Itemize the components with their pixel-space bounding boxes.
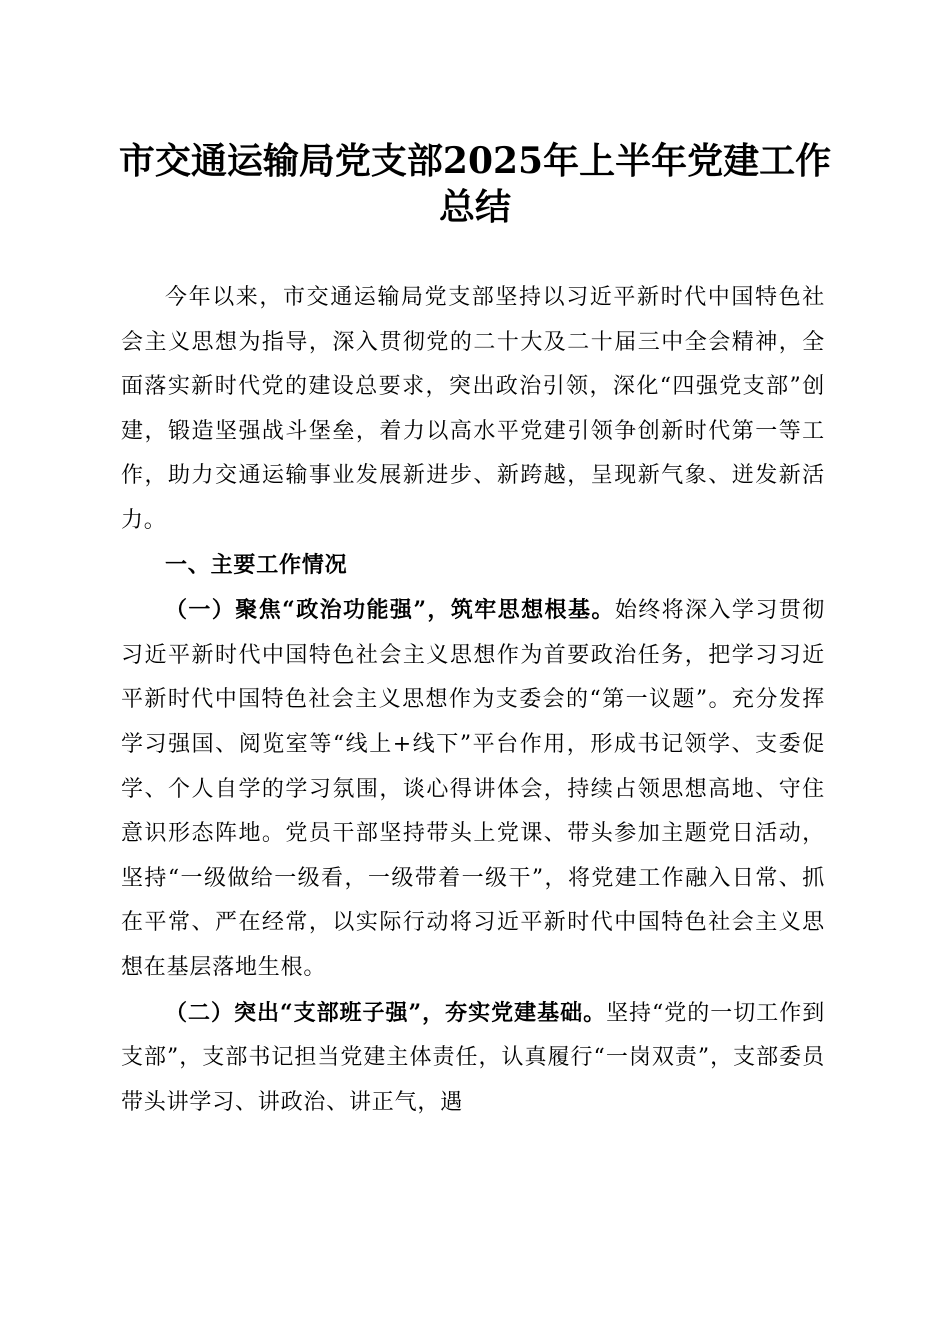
subsection-2-lead: （二）突出“支部班子强”，夯实党建基础。: [165, 999, 607, 1026]
subsection-2-paragraph: [121, 991, 825, 1126]
subsection-2-body: 坚持“党的一切工作到支部”，支部书记担当党建主体责任，认真履行“一岗双责”，支部委员带头讲学习、讲政治、讲正气，遇: [121, 1000, 825, 1115]
intro-paragraph: 今年以来，市交通运输局党支部坚持以习近平新时代中国特色社会主义思想为指导，深入贯彻党的二十大及二十届三中全会精神，全面落实新时代党的建设总要求，突出政治引领，深化“四强党支部”创建，锻造坚强战斗堡垒，着力以高水平党建引领争创新时代第一等工作，助力交通运输事业发展新进步、新跨越，呈现新气象、迸发新活力。: [121, 285, 825, 533]
section-heading: 一、主要工作情况: [165, 552, 348, 578]
document-title: 市交通运输局党支部2025年上半年党建工作总结: [118, 140, 832, 228]
subsection-1-body: 始终将深入学习贯彻习近平新时代中国特色社会主义思想作为首要政治任务，把学习习近平新时代中国特色社会主义思想作为支委会的“第一议题”。充分发挥学习强国、阅览室等“线上+线下”平台作用，形成书记领学、支委促学、个人自学的学习氛围，谈心得讲体会，持续占领思想高地、守住意识形态阵地。党员干部坚持带头上党课、带头参加主题党日活动，坚持“一级做给一级看，一级带着一级干”，将党建工作融入日常、抓在平常、严在经常，以实际行动将习近平新时代中国特色社会主义思想在基层落地生根。: [121, 598, 826, 980]
document-body: [121, 276, 825, 1125]
subsection-1-lead: （一）聚焦“政治功能强”，筑牢思想根基。: [165, 597, 615, 624]
subsection-1-paragraph: [121, 588, 825, 990]
